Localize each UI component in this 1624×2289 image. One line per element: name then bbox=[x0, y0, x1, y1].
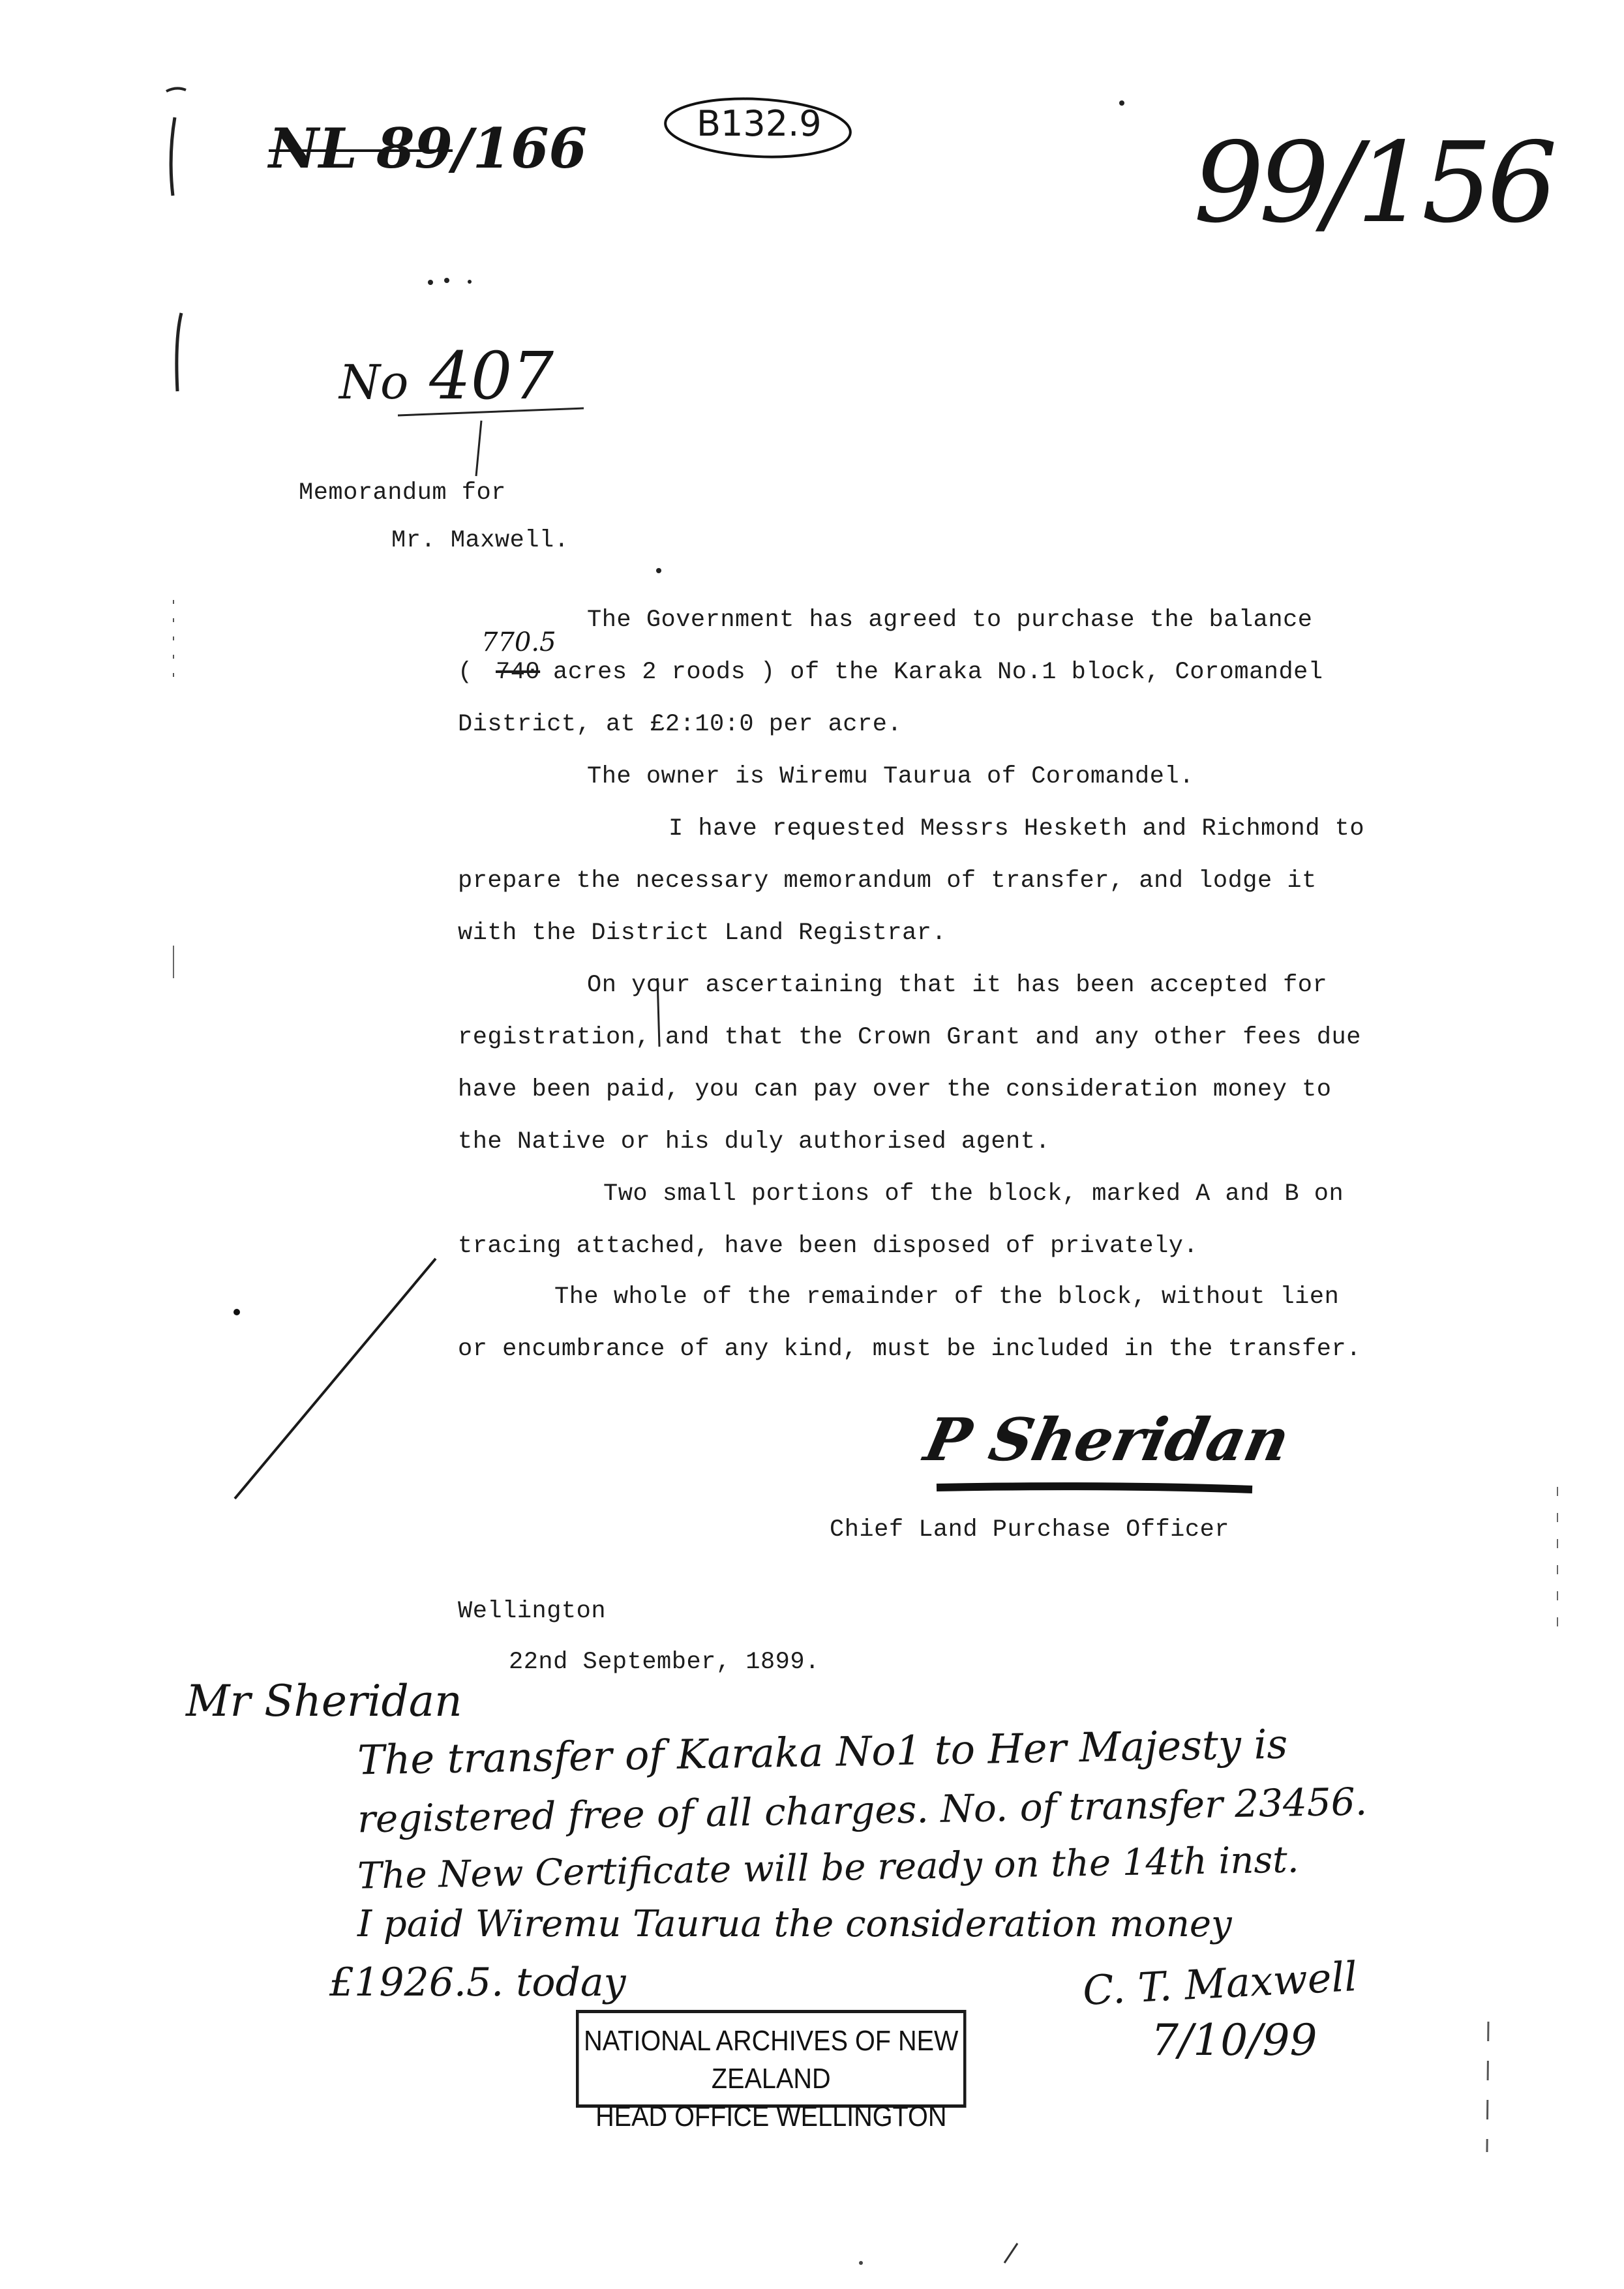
memo-line: acres 2 roods ) of the Karaka No.1 block, Coromandel bbox=[553, 659, 1323, 686]
note-line: registered free of all charges. No. of transfer 23456. bbox=[357, 1779, 1368, 1842]
file-ref-right: 99/156 bbox=[1194, 119, 1553, 248]
memo-acres-corrected: 770.5 bbox=[481, 627, 556, 657]
note-line: The transfer of Karaka No1 to Her Majesty is bbox=[357, 1720, 1288, 1784]
memo-number-prefix: No bbox=[339, 355, 409, 410]
memo-line: tracing attached, have been disposed of privately. bbox=[458, 1233, 1199, 1260]
memo-signature-title: Chief Land Purchase Officer bbox=[830, 1516, 1229, 1544]
memo-line: or encumbrance of any kind, must be included in the transfer. bbox=[458, 1336, 1361, 1363]
memo-line: The whole of the remainder of the block, without lien bbox=[554, 1283, 1340, 1311]
margin-diagonal-line bbox=[235, 1259, 436, 1499]
note-signature: C. T. Maxwell bbox=[1081, 1952, 1359, 2014]
memo-acres-paren: ( bbox=[458, 659, 473, 686]
memo-place: Wellington bbox=[458, 1598, 607, 1625]
memo-line: On your ascertaining that it has been accepted for bbox=[587, 972, 1328, 999]
note-line: £1926.5. today bbox=[329, 1960, 626, 2005]
memo-signature: P Sheridan bbox=[918, 1405, 1296, 1474]
memo-date: 22nd September, 1899. bbox=[509, 1649, 820, 1676]
archive-stamp-line2: HEAD OFFICE WELLINGTON bbox=[595, 2101, 947, 2132]
memo-line: The owner is Wiremu Taurua of Coromandel. bbox=[587, 763, 1194, 790]
note-line: I paid Wiremu Taurua the consideration money bbox=[357, 1903, 1232, 1945]
memo-line: have been paid, you can pay over the consideration money to bbox=[458, 1076, 1332, 1103]
note-date: 7/10/99 bbox=[1151, 2015, 1317, 2065]
note-salutation: Mr Sheridan bbox=[186, 1676, 462, 1726]
note-line: The New Certificate will be ready on the 14th inst. bbox=[357, 1838, 1299, 1898]
signature-underline bbox=[937, 1486, 1252, 1489]
memo-acres-struck: 740 bbox=[496, 659, 541, 686]
memo-line: I have requested Messrs Hesketh and Richmond to bbox=[669, 815, 1365, 843]
archive-stamp bbox=[576, 2010, 967, 2132]
memo-line: with the District Land Registrar. bbox=[458, 920, 947, 947]
file-ref-left-rest: /166 bbox=[452, 116, 588, 181]
memo-heading: Memorandum for bbox=[299, 479, 506, 507]
memo-line: Two small portions of the block, marked A and B on bbox=[603, 1180, 1344, 1208]
memo-line: registration, and that the Crown Grant and any other fees due bbox=[458, 1024, 1361, 1051]
memo-line: District, at £2:10:0 per acre. bbox=[458, 711, 903, 738]
memo-number-value: 407 bbox=[429, 338, 554, 414]
file-ref-left bbox=[269, 116, 587, 181]
circled-reference: B132.9 bbox=[697, 103, 822, 144]
archive-stamp-line1: NATIONAL ARCHIVES OF NEW ZEALAND bbox=[584, 2025, 959, 2095]
memo-line: The Government has agreed to purchase the balance bbox=[587, 606, 1313, 634]
memo-addressee: Mr. Maxwell. bbox=[391, 527, 569, 554]
file-ref-left-struck: NL 89 bbox=[269, 116, 453, 181]
memo-line: prepare the necessary memorandum of transfer, and lodge it bbox=[458, 867, 1317, 895]
memo-line: the Native or his duly authorised agent. bbox=[458, 1128, 1051, 1156]
memo-number bbox=[339, 338, 554, 414]
